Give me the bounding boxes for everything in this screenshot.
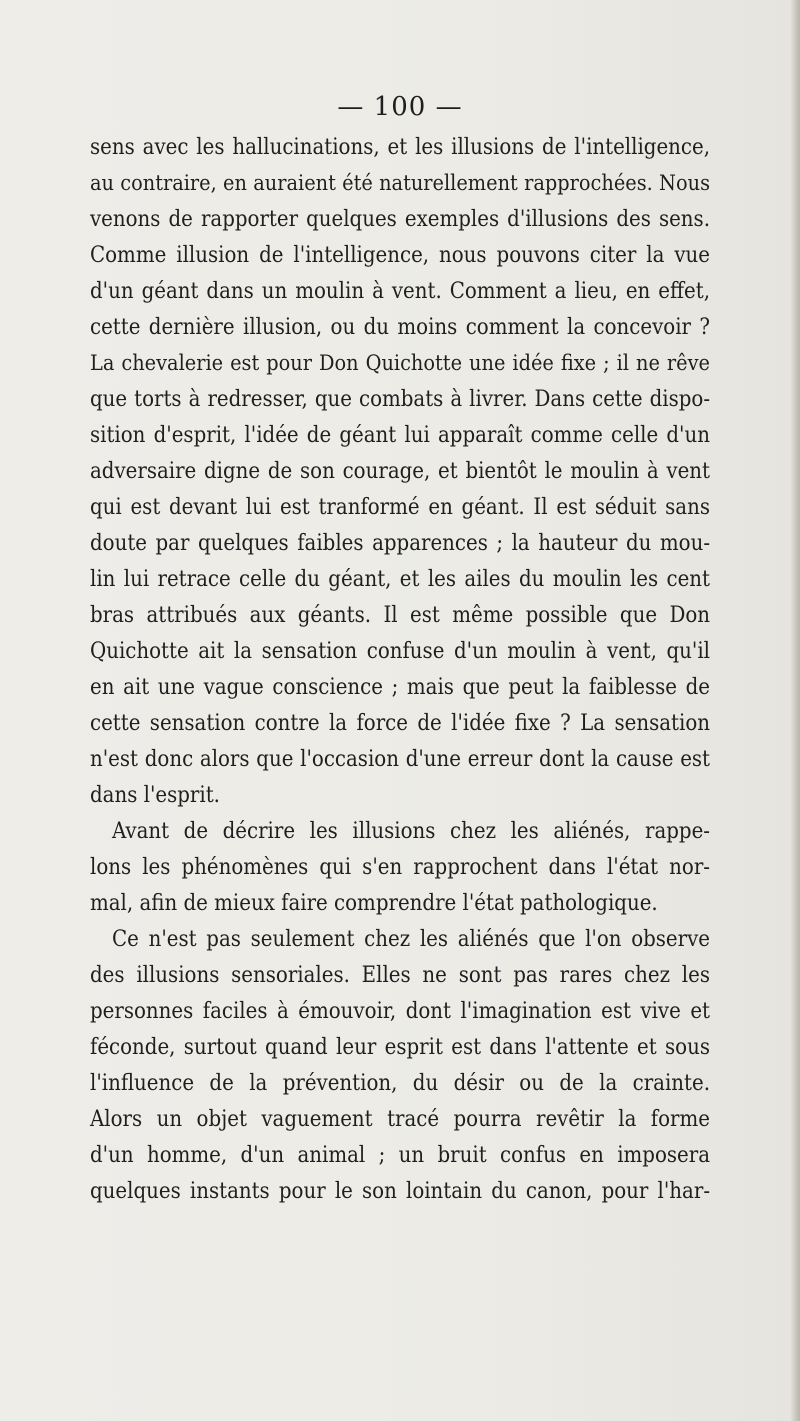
text-line-paragraph-end: dans l'esprit. <box>90 783 220 808</box>
text-line: l'influence de la prévention, du désir ou de la crainte. <box>90 1071 710 1096</box>
text-line: personnes faciles à émouvoir, dont l'imagination est vive et <box>90 999 710 1024</box>
text-line: venons de rapporter quelques exemples d'illusions des sens. <box>90 207 710 232</box>
text-line-paragraph-start: Ce n'est pas seulement chez les aliénés que l'on observe <box>112 927 710 952</box>
text-line: sens avec les hallucinations, et les illusions de l'intelligence, <box>90 135 710 160</box>
text-line: au contraire, en auraient été naturellement rapprochées. Nous <box>90 171 710 196</box>
text-line: Comme illusion de l'intelligence, nous pouvons citer la vue <box>90 243 710 268</box>
text-line: en ait une vague conscience ; mais que peut la faiblesse de <box>90 675 710 700</box>
text-line: cette dernière illusion, ou du moins comment la concevoir ? <box>90 315 710 340</box>
text-line: sition d'esprit, l'idée de géant lui apparaît comme celle d'un <box>90 423 710 448</box>
text-line: lons les phénomènes qui s'en rapprochent dans l'état nor- <box>90 855 710 880</box>
text-line: bras attribués aux géants. Il est même possible que Don <box>90 603 710 628</box>
text-line-paragraph-start: Avant de décrire les illusions chez les aliénés, rappe- <box>112 819 710 844</box>
text-line: Alors un objet vaguement tracé pourra revêtir la forme <box>90 1107 710 1132</box>
text-line: doute par quelques faibles apparences ; la hauteur du mou- <box>90 531 710 556</box>
text-line: cette sensation contre la force de l'idée fixe ? La sensation <box>90 711 710 736</box>
body-text <box>90 130 710 1210</box>
text-line-paragraph-end: mal, afin de mieux faire comprendre l'état pathologique. <box>90 891 658 916</box>
text-line: que torts à redresser, que combats à livrer. Dans cette dispo- <box>90 387 710 412</box>
text-line: lin lui retrace celle du géant, et les ailes du moulin les cent <box>90 567 710 592</box>
text-line: Quichotte ait la sensation confuse d'un moulin à vent, qu'il <box>90 639 710 664</box>
page-number: — 100 — <box>337 92 463 122</box>
text-line: quelques instants pour le son lointain du canon, pour l'har- <box>90 1179 710 1204</box>
text-line: d'un homme, d'un animal ; un bruit confus en imposera <box>90 1143 710 1168</box>
text-line: adversaire digne de son courage, et bientôt le moulin à vent <box>90 459 710 484</box>
text-line: qui est devant lui est tranformé en géant. Il est séduit sans <box>90 495 710 520</box>
text-line: féconde, surtout quand leur esprit est dans l'attente et sous <box>90 1035 710 1060</box>
text-line: n'est donc alors que l'occasion d'une erreur dont la cause est <box>90 747 710 772</box>
text-line: d'un géant dans un moulin à vent. Comment a lieu, en effet, <box>90 279 710 304</box>
text-line: des illusions sensoriales. Elles ne sont pas rares chez les <box>90 963 710 988</box>
page-edge-shadow <box>790 0 800 1421</box>
text-line: La chevalerie est pour Don Quichotte une idée fixe ; il ne rêve <box>90 351 710 376</box>
